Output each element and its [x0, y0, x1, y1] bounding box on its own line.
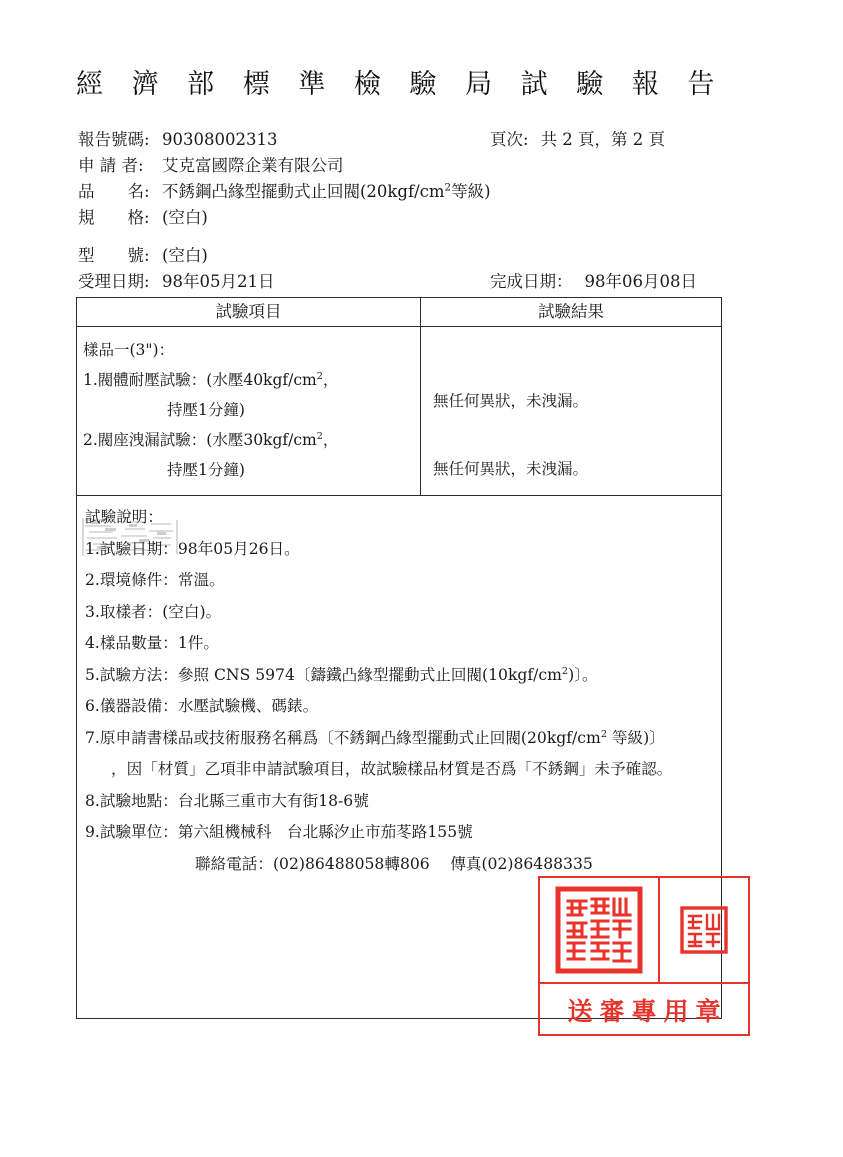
test-items-cell [77, 327, 421, 495]
note-7-suffix: 等級)〕 [606, 728, 665, 747]
completed-date-value: 98年06月08日 [584, 272, 697, 291]
product-name-label: 品 名: [78, 182, 150, 201]
report-number-row [78, 126, 798, 152]
product-unit-exponent: 2 [444, 182, 452, 194]
stamp-caption-row [540, 984, 748, 1035]
completed-date-label: 完成日期： [490, 272, 573, 291]
test-method-suffix: )〕。 [568, 665, 598, 684]
stamp-small-seal-cell [660, 878, 748, 982]
spec-value: (空白) [162, 208, 208, 227]
test-item-2-text: 2.閥座洩漏試驗：(水壓30kgf/cm [83, 431, 317, 449]
received-date-value: 98年05月21日 [162, 272, 275, 291]
test-item-1-comma: ， [322, 371, 339, 389]
note-item-8-location: 8.試驗地點：台北縣三重市大有街18-6號 [85, 791, 369, 810]
official-seal-icon [554, 885, 644, 975]
personal-seal-icon [678, 904, 730, 956]
page-number-label: 頁次: [490, 130, 529, 149]
stamp-large-seal-cell [540, 878, 660, 982]
contact-line: 聯絡電話：(02)86488058轉806 傳真(02)86488335 [195, 854, 593, 873]
note-item-7-line1 [85, 723, 711, 755]
test-item-2-comma: ， [322, 431, 339, 449]
report-header [78, 126, 798, 294]
report-number-label: 報告號碼: [78, 130, 150, 149]
note-7-text: 7.原申請書樣品或技術服務名稱爲〔不銹鋼凸緣型擺動式止回閥(20kgf/cm [85, 728, 601, 747]
test-method-exponent: 2 [561, 665, 569, 677]
approval-stamp [538, 876, 750, 1036]
test-item-1-line1 [83, 365, 420, 395]
product-name-row [78, 178, 798, 204]
test-item-1-line2: 持壓1分鐘) [167, 401, 245, 419]
model-value: (空白) [162, 246, 208, 265]
page-number-value: 共 2 頁，第 2 頁 [540, 130, 666, 149]
report-number-value: 90308002313 [162, 130, 278, 149]
page-title: 經 濟 部 標 準 檢 驗 局 試 驗 報 告 [76, 69, 725, 100]
table-header-row [77, 298, 721, 327]
applicant-row [78, 152, 798, 178]
note-item-4: 4.樣品數量：1件。 [85, 634, 219, 652]
test-results-cell [421, 327, 721, 495]
note-item-9-unit: 9.試驗單位：第六組機械科 台北縣汐止市茄苳路155號 [85, 823, 473, 841]
model-row [78, 242, 798, 268]
spec-label: 規 格: [78, 208, 150, 227]
sample-heading: 樣品一(3")： [83, 341, 175, 359]
page-number-group [490, 126, 665, 150]
dates-row [78, 268, 798, 294]
header-spacer [78, 230, 798, 242]
note-item-5-test-method [85, 660, 711, 692]
product-name-text: 不銹鋼凸緣型擺動式止回閥(20kgf/cm [162, 182, 445, 201]
stamp-caption: 送審專用章 [567, 996, 728, 1026]
column-header-test-result: 試驗結果 [538, 302, 604, 321]
table-row [77, 327, 721, 496]
test-item-2-exponent: 2 [316, 430, 323, 442]
note-item-1: 1.試驗日期：98年05月26日。 [85, 539, 300, 558]
test-result-2: 無任何異狀，未洩漏。 [433, 460, 589, 478]
test-item-2-line1 [83, 425, 420, 455]
note-7-exponent: 2 [600, 728, 607, 740]
applicant-label: 申 請 者: [78, 156, 144, 175]
test-item-2-line2: 持壓1分鐘) [167, 461, 245, 479]
test-item-1-exponent: 2 [316, 370, 323, 382]
note-item-6-equipment: 6.儀器設備：水壓試驗機、碼錶。 [85, 697, 319, 715]
note-item-3: 3.取樣者：(空白)。 [85, 602, 222, 621]
test-item-1-text: 1.閥體耐壓試驗：(水壓40kgf/cm [83, 371, 317, 389]
note-item-2: 2.環境條件：常溫。 [85, 571, 225, 589]
stamp-seals-row [540, 878, 748, 984]
received-date-label: 受理日期: [78, 272, 150, 291]
note-item-7-line2: ，因「材質」乙項非申請試驗項目，故試驗樣品材質是否爲「不銹鋼」未予確認。 [111, 760, 673, 778]
column-header-test-item: 試驗項目 [77, 298, 421, 326]
completed-date-group [490, 268, 697, 292]
product-name-suffix: 等級) [451, 182, 491, 201]
test-result-1: 無任何異狀，未洩漏。 [433, 392, 589, 410]
test-method-text: 5.試驗方法：參照 CNS 5974〔鑄鐵凸緣型擺動式止回閥(10kgf/cm [85, 665, 562, 684]
spec-row [78, 204, 798, 230]
notes-heading: 試驗說明： [85, 508, 163, 526]
product-name-value [162, 178, 491, 202]
applicant-value: 艾克富國際企業有限公司 [162, 156, 344, 175]
model-label: 型 號: [78, 246, 150, 265]
